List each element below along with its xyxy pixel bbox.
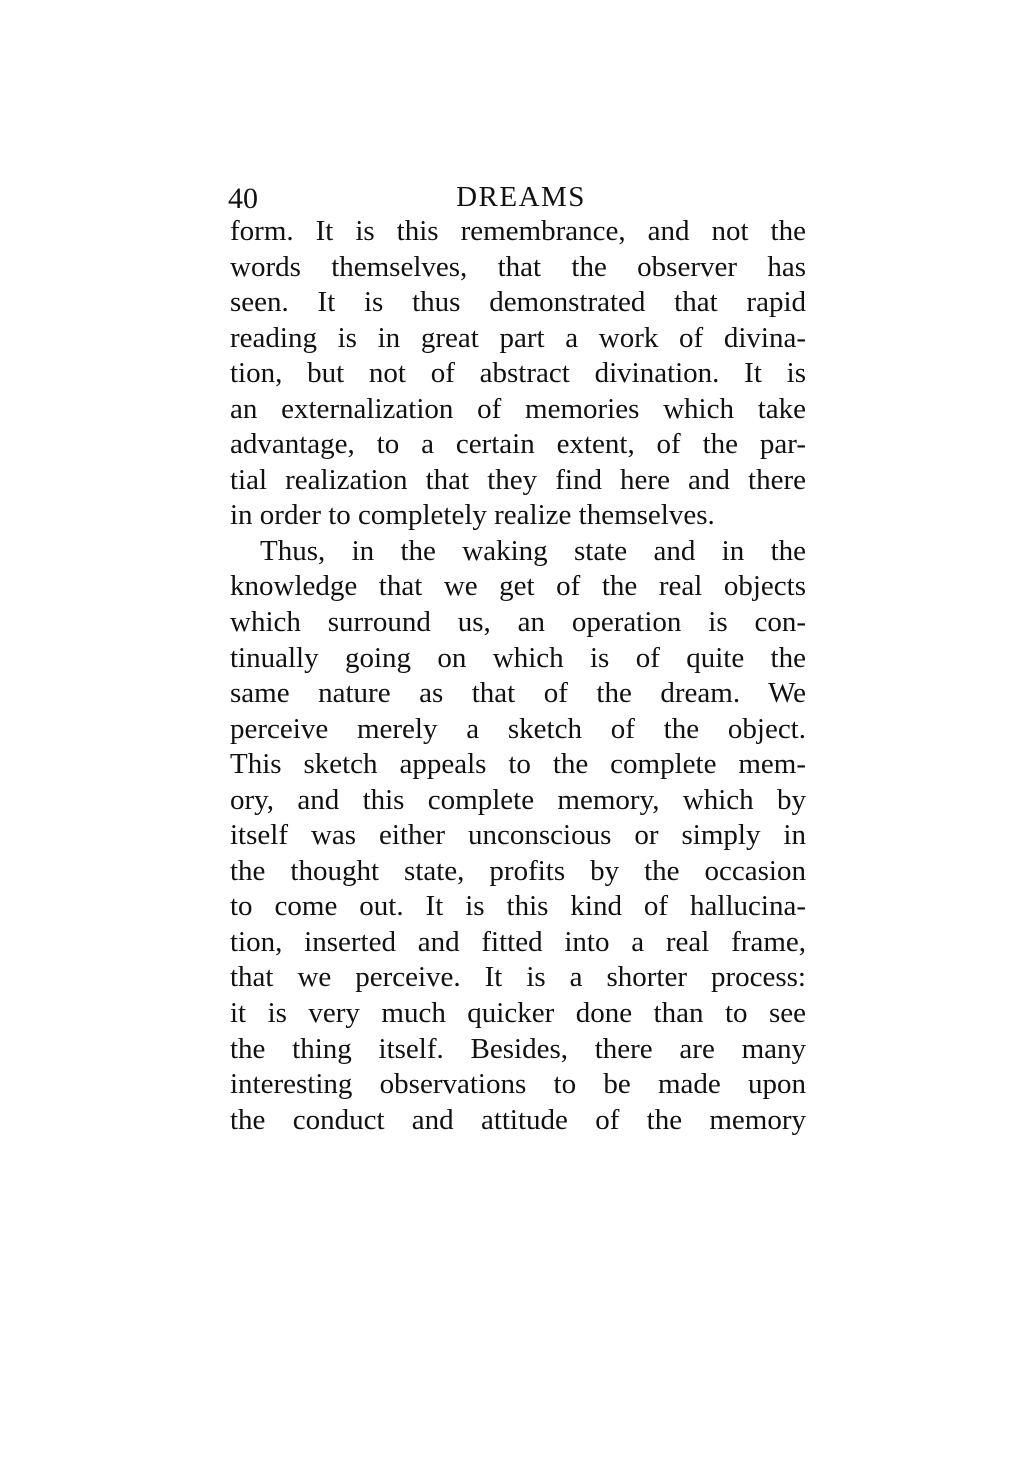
text-line: form. It is this remembrance, and not the <box>230 215 806 247</box>
paragraph-end-line: in order to completely realize themselves. <box>230 499 715 532</box>
text-line: reading is in great part a work of divina- <box>230 321 806 354</box>
page-number: 40 <box>228 182 258 215</box>
running-title: DREAMS <box>456 181 586 213</box>
text-line: perceive merely a sketch of the object. <box>230 712 806 745</box>
body-text <box>230 214 806 1138</box>
text-line: the thing itself. Besides, there are many <box>230 1032 806 1065</box>
text-line: tion, but not of abstract divination. It is <box>230 357 806 390</box>
text-line: ory, and this complete memory, which by <box>230 783 806 816</box>
text-line: knowledge that we get of the real objects <box>230 570 806 603</box>
text-line: the conduct and attitude of the memory <box>230 1103 806 1136</box>
text-line: which surround us, an operation is con- <box>230 606 806 639</box>
text-line: tial realization that they find here and there <box>230 463 806 496</box>
text-line: same nature as that of the dream. We <box>230 677 806 710</box>
text-line: an externalization of memories which take <box>230 392 806 425</box>
text-line: the thought state, profits by the occasion <box>230 854 806 887</box>
text-line: tinually going on which is of quite the <box>230 641 806 674</box>
text-line: that we perceive. It is a shorter process: <box>230 961 806 994</box>
text-line: it is very much quicker done than to see <box>230 997 806 1030</box>
paragraph-start-line: Thus, in the waking state and in the <box>260 534 806 567</box>
text-line: tion, inserted and fitted into a real frame, <box>230 925 806 958</box>
text-line: This sketch appeals to the complete mem- <box>230 748 806 781</box>
text-line: to come out. It is this kind of hallucina- <box>230 890 806 923</box>
text-line: itself was either unconscious or simply in <box>230 819 806 852</box>
text-line: advantage, to a certain extent, of the par- <box>230 428 806 461</box>
text-line: interesting observations to be made upon <box>230 1068 806 1101</box>
text-line: words themselves, that the observer has <box>230 250 806 283</box>
text-line: seen. It is thus demonstrated that rapid <box>230 286 806 319</box>
